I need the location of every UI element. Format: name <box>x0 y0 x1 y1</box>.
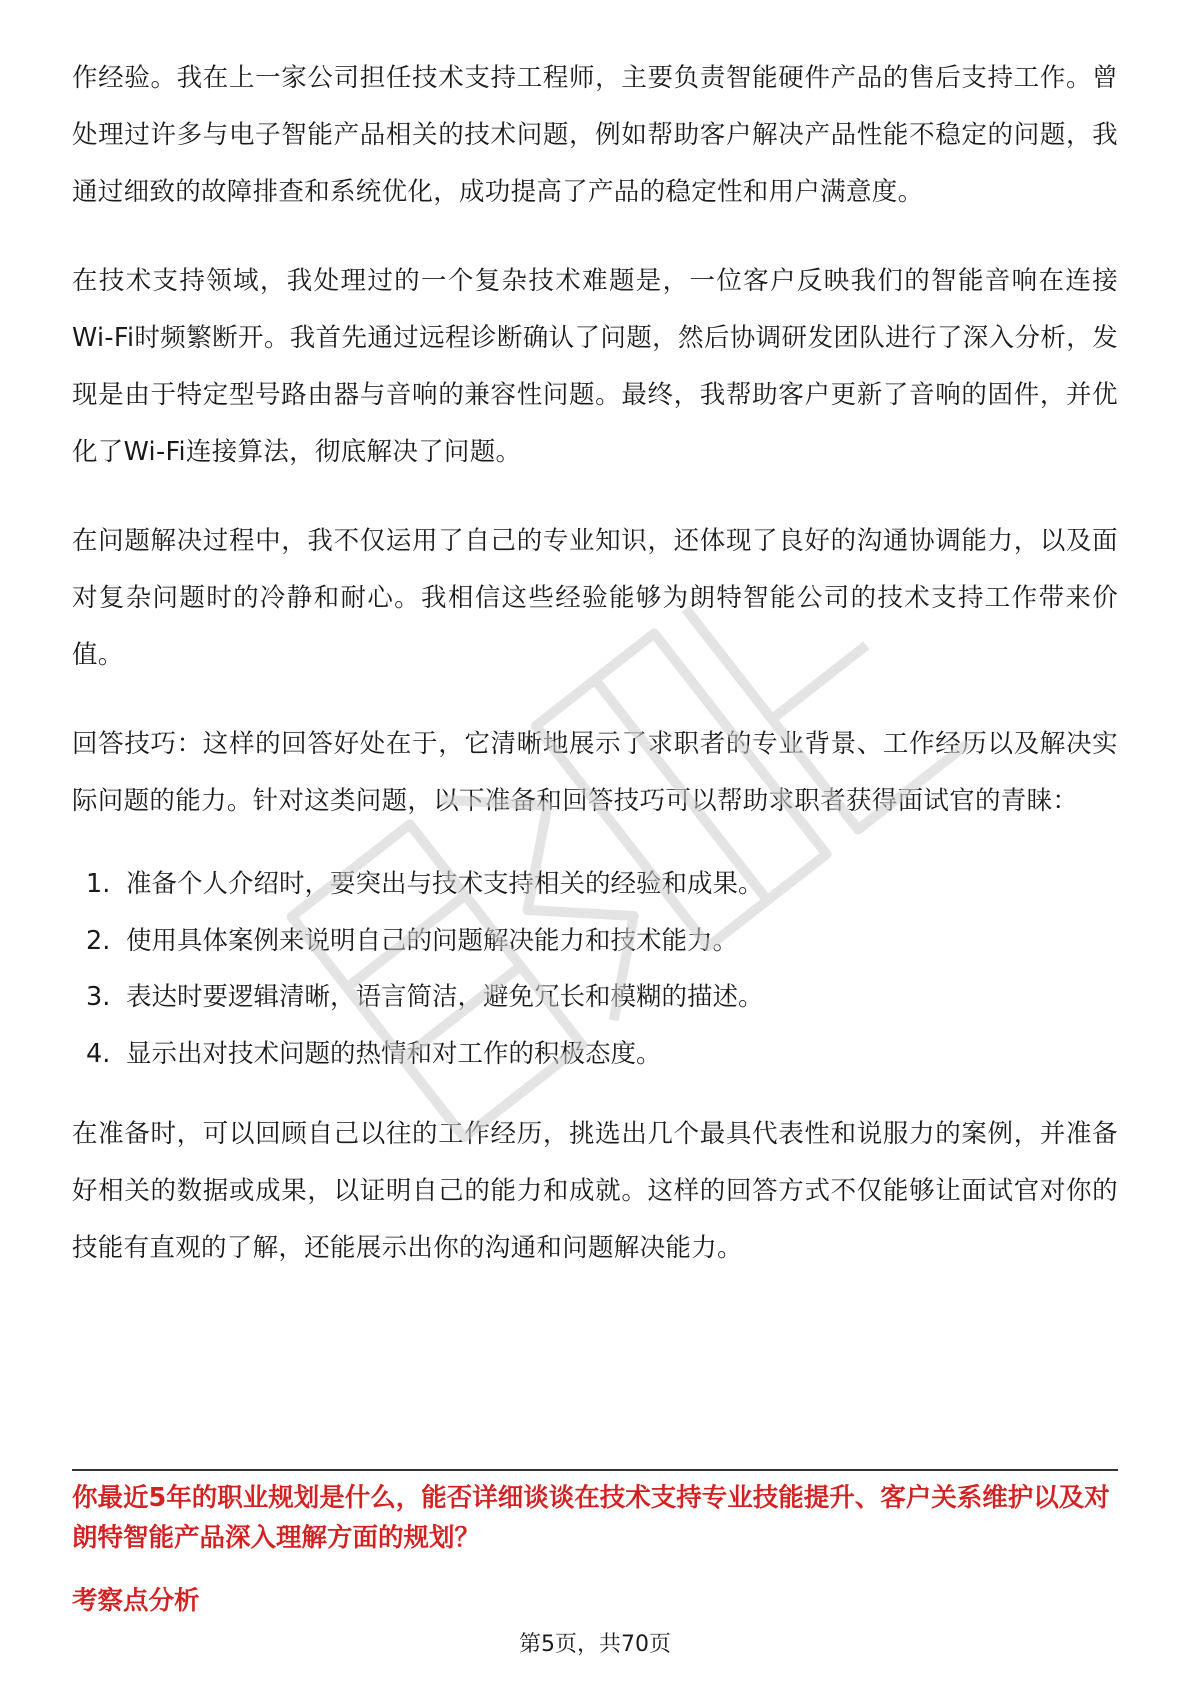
list-item-number: 4. <box>86 1038 111 1069</box>
section-divider <box>72 1469 1118 1471</box>
paragraph-problem-solving: 在问题解决过程中，我不仅运用了自己的专业知识，还体现了良好的沟通协调能力，以及面对复杂问题时的冷静和耐心。我相信这些经验能够为朗特智能公司的技术支持工作带来价值。 <box>72 526 1118 670</box>
page-number: 第5页，共70页 <box>519 1632 671 1657</box>
list-item <box>72 913 1118 970</box>
tips-list <box>72 856 1118 1082</box>
list-item-text: 使用具体案例来说明自己的问题解决能力和技术能力。 <box>126 925 739 956</box>
paragraph-closing: 在准备时，可以回顾自己以往的工作经历，挑选出几个最具代表性和说服力的案例，并准备好相关的数据或成果，以证明自己的能力和成就。这样的回答方式不仅能够让面试官对你的技能有直观的了解，还能展示出你的沟通和问题解决能力。 <box>72 1119 1118 1263</box>
list-item-number: 1. <box>86 869 111 899</box>
list-item-text: 准备个人介绍时，要突出与技术支持相关的经验和成果。 <box>126 869 764 899</box>
paragraph-work-experience: 作经验。我在上一家公司担任技术支持工程师，主要负责智能硬件产品的售后支持工作。曾处理过许多与电子智能产品相关的技术问题，例如帮助客户解决产品性能不稳定的问题，我通过细致的故障排查和系统优化，成功提高了产品的稳定性和用户满意度。 <box>72 63 1118 207</box>
analysis-heading: 考察点分析 <box>72 1586 200 1616</box>
list-item-text: 显示出对技术问题的热情和对工作的积极态度。 <box>126 1038 662 1069</box>
paragraph-technical-problem: 在技术支持领域，我处理过的一个复杂技术难题是，一位客户反映我们的智能音响在连接Wi-Fi时频繁断开。我首先通过远程诊断确认了问题，然后协调研发团队进行了深入分析，发现是由于特定型号路由器与音响的兼容性问题。最终，我帮助客户更新了音响的固件，并优化了Wi-Fi连接算法，彻底解决了问题。 <box>72 266 1118 467</box>
list-item <box>72 969 1118 1026</box>
list-item-text: 表达时要逻辑清晰，语言简洁，避免冗长和模糊的描述。 <box>126 982 764 1012</box>
list-item <box>72 1026 1118 1083</box>
next-question-heading: 你最近5年的职业规划是什么，能否详细谈谈在技术支持专业技能提升、客户关系维护以及对朗特智能产品深入理解方面的规划？ <box>72 1483 1110 1553</box>
document-body <box>72 50 1118 1277</box>
list-item-number: 2. <box>86 925 111 956</box>
list-item <box>72 856 1118 913</box>
list-item-number: 3. <box>86 982 111 1012</box>
paragraph-answer-tips: 回答技巧：这样的回答好处在于，它清晰地展示了求职者的专业背景、工作经历以及解决实际问题的能力。针对这类问题，以下准备和回答技巧可以帮助求职者获得面试官的青睐： <box>72 729 1118 816</box>
